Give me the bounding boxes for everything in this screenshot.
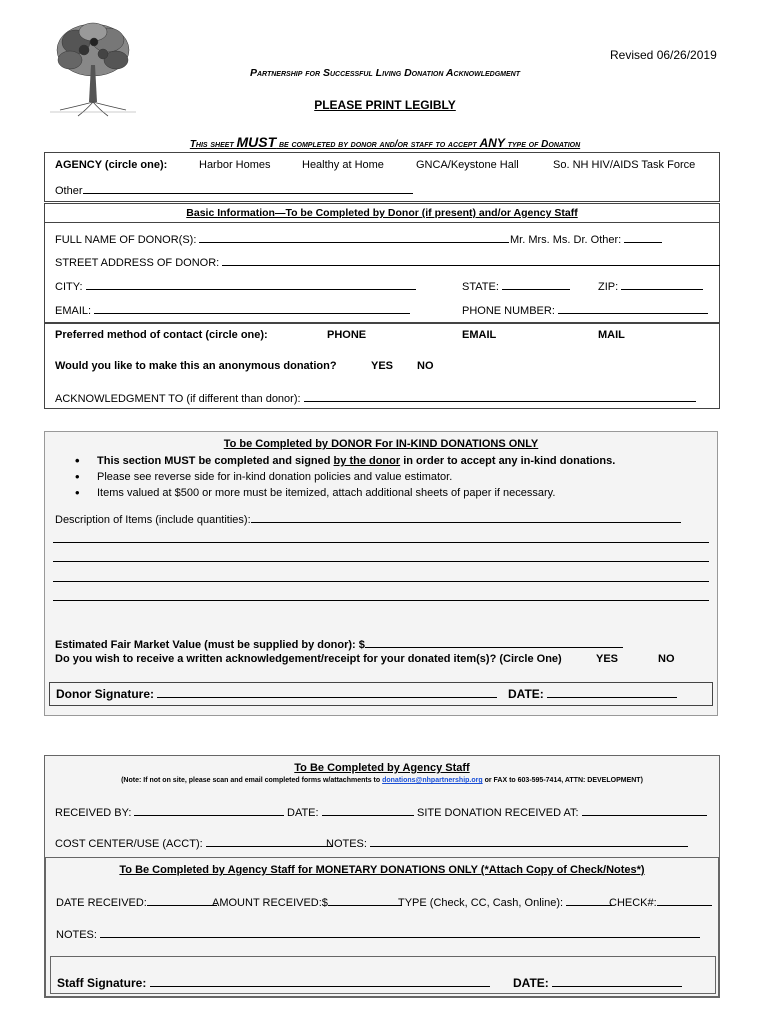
donor-date-field[interactable]: DATE:	[508, 687, 677, 701]
agency-staff-heading: To Be Completed by Agency Staff	[294, 762, 470, 774]
inkind-bullet-3: • Items valued at $500 or more must be itemized, attach additional sheets of paper if necessary.	[45, 485, 717, 501]
monetary-notes-field[interactable]: NOTES:	[56, 927, 700, 941]
agency-staff-note: (Note: If not on site, please scan and email completed forms w/attachments to donations@nhpartnership.org or FAX to 603-595-7414, ATTN: DEVELOPMENT)	[121, 777, 643, 784]
must-line: This sheet MUST be completed by donor and/or staff to accept ANY type of Donation	[189, 134, 581, 150]
city-field[interactable]: CITY:	[55, 279, 416, 293]
street-address-field[interactable]: STREET ADDRESS OF DONOR:	[55, 255, 720, 269]
agency-option-hiv-aids-task-force[interactable]: So. NH HIV/AIDS Task Force	[553, 159, 696, 171]
state-field[interactable]: STATE:	[462, 279, 570, 293]
inkind-instructions	[45, 453, 717, 501]
contact-option-email[interactable]: EMAIL	[462, 329, 497, 341]
full-name-field[interactable]: FULL NAME OF DONOR(S):	[55, 232, 509, 246]
description-line-3[interactable]	[53, 581, 709, 582]
date-received-field[interactable]: DATE RECEIVED:	[56, 895, 217, 909]
description-line-4[interactable]	[53, 600, 709, 601]
receipt-no[interactable]: NO	[658, 653, 675, 665]
fair-market-value-field[interactable]: Estimated Fair Market Value (must be supplied by donor): $	[55, 637, 623, 651]
preferred-contact-label: Preferred method of contact (circle one):	[55, 329, 268, 341]
phone-field[interactable]: PHONE NUMBER:	[462, 303, 708, 317]
email-field[interactable]: EMAIL:	[55, 303, 410, 317]
monetary-section	[45, 857, 719, 997]
basic-info-section	[44, 203, 720, 324]
agency-option-harbor-homes[interactable]: Harbor Homes	[199, 159, 271, 171]
donations-email-link[interactable]: donations@nhpartnership.org	[382, 777, 483, 784]
donor-signature-field[interactable]: Donor Signature:	[56, 687, 497, 701]
anonymous-yes[interactable]: YES	[371, 360, 394, 372]
received-by-field[interactable]: RECEIVED BY:	[55, 805, 284, 819]
monetary-heading: To Be Completed by Agency Staff for MONETARY DONATIONS ONLY (*Attach Copy of Check/Notes*)	[119, 864, 645, 876]
print-notice: PLEASE PRINT LEGIBLY	[314, 98, 456, 112]
agency-option-healthy-at-home[interactable]: Healthy at Home	[302, 159, 384, 171]
contact-section	[44, 322, 720, 409]
revised-date: Revised 06/26/2019	[610, 48, 717, 62]
staff-signature-field[interactable]: Staff Signature:	[57, 976, 490, 990]
contact-option-mail[interactable]: MAIL	[598, 329, 625, 341]
amount-received-field[interactable]: AMOUNT RECEIVED:$	[212, 895, 402, 909]
donor-signature-box	[49, 682, 713, 706]
inkind-bullet-2: • Please see reverse side for in-kind donation policies and value estimator.	[45, 469, 717, 485]
received-date-field[interactable]: DATE:	[287, 805, 414, 819]
acknowledgment-to-field[interactable]: ACKNOWLEDGMENT TO (if different than donor):	[55, 391, 696, 405]
receipt-question: Do you wish to receive a written acknowledgement/receipt for your donated item(s)? (Circle One)	[55, 653, 562, 665]
title-options[interactable]: Mr. Mrs. Ms. Dr. Other:	[510, 232, 662, 246]
cost-center-field[interactable]: COST CENTER/USE (ACCT):	[55, 836, 332, 850]
staff-date-field[interactable]: DATE:	[513, 976, 682, 990]
description-line-1[interactable]	[53, 542, 709, 543]
agency-label: AGENCY (circle one):	[55, 159, 168, 171]
basic-info-heading: Basic Information—To be Completed by Donor (if present) and/or Agency Staff	[186, 207, 578, 219]
agency-staff-section	[44, 755, 720, 998]
agency-notes-field[interactable]: NOTES:	[326, 836, 688, 850]
anonymous-label: Would you like to make this an anonymous donation?	[55, 360, 337, 372]
form-title: Partnership for Successful Living Donation Acknowledgment	[249, 67, 521, 79]
site-received-field[interactable]: SITE DONATION RECEIVED AT:	[417, 805, 707, 819]
description-field[interactable]: Description of Items (include quantities):	[55, 512, 681, 526]
agency-other-field[interactable]: Other	[55, 183, 413, 197]
contact-option-phone[interactable]: PHONE	[327, 329, 367, 341]
staff-signature-box	[50, 956, 716, 994]
agency-option-gnca-keystone[interactable]: GNCA/Keystone Hall	[416, 159, 519, 171]
inkind-bullet-1: • This section MUST be completed and signed by the donor in order to accept any in-kind donations.	[45, 453, 717, 469]
receipt-yes[interactable]: YES	[596, 653, 619, 665]
agency-section	[44, 152, 720, 202]
check-number-field[interactable]: CHECK#:	[609, 895, 712, 909]
description-line-2[interactable]	[53, 561, 709, 562]
zip-field[interactable]: ZIP:	[598, 279, 703, 293]
inkind-heading: To be Completed by DONOR For IN-KIND DONATIONS ONLY	[223, 438, 539, 450]
inkind-section	[44, 431, 718, 716]
anonymous-no[interactable]: NO	[417, 360, 434, 372]
payment-type-field[interactable]: TYPE (Check, CC, Cash, Online):	[398, 895, 612, 909]
